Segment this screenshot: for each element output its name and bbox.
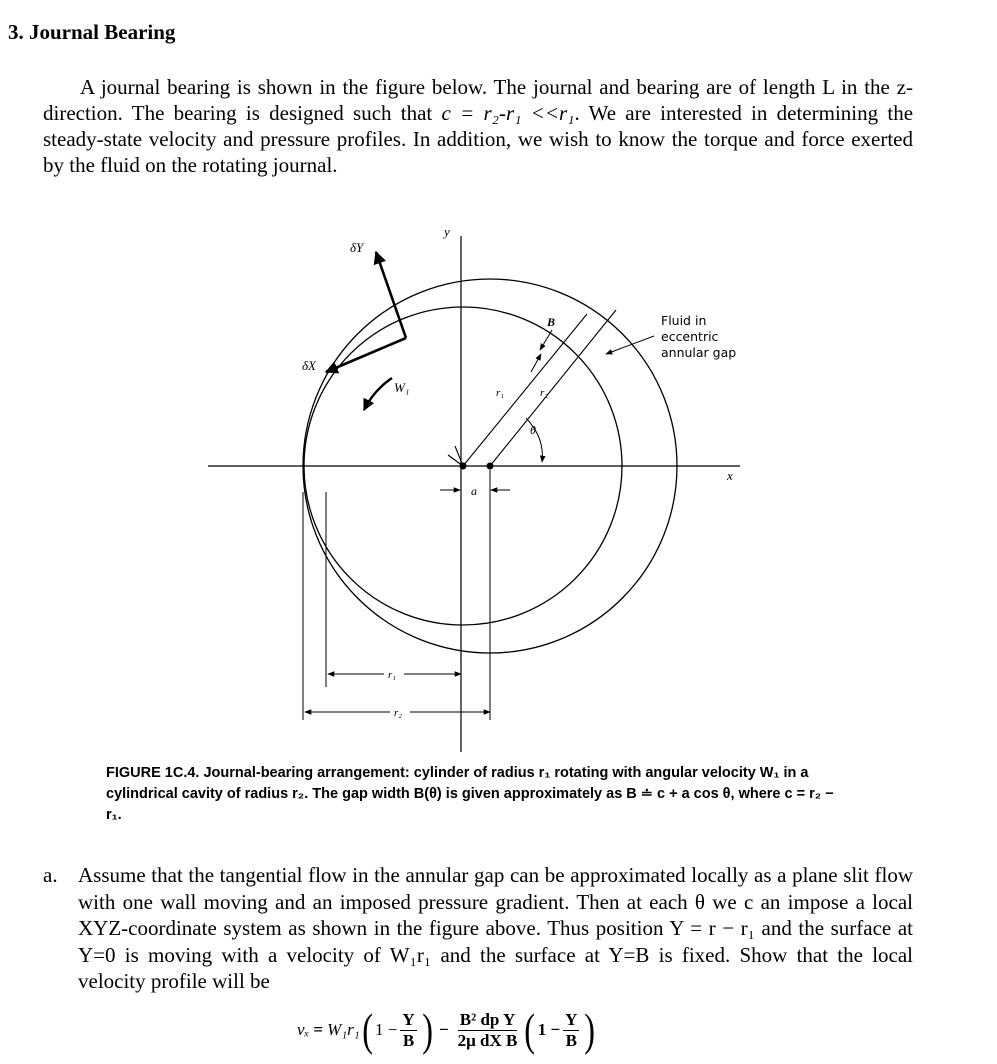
eq-coef: W₁r₁: [327, 1020, 360, 1039]
intro-sentence-2-suffix: . We are interested in determining the steady-state velocity and pressure profiles. In addition, we wish to know the torque and force exerted by the fluid on the rotating journal.: [43, 101, 914, 177]
eq-frac-3-den: B: [565, 1030, 577, 1050]
eq-minus: −: [438, 1020, 449, 1039]
caption-lead: FIGURE 1C.4.: [106, 765, 200, 781]
intro-sentence-2-prefix: The bearing is designed such that: [131, 101, 442, 125]
rotation-arrow: [364, 378, 392, 410]
eq-equals: =: [313, 1020, 324, 1039]
gap-condition: c = r₂-r₁ <<r₁: [441, 101, 575, 125]
part-a: [43, 862, 913, 995]
eq-open-paren-2: (: [524, 1004, 536, 1055]
intro-sentence-1: A journal bearing is shown in the figure below. The journal and bearing are of length L in the z-direction.: [43, 75, 913, 125]
eq-frac-2-num: B² dp Y: [459, 1009, 516, 1029]
delta-x-arrow: [326, 338, 406, 372]
eq-frac-1-num: Y: [402, 1009, 415, 1029]
delta-y-arrow: [376, 252, 406, 338]
x-axis-label: x: [727, 468, 733, 483]
gap-b-arrow-top: [540, 330, 552, 350]
eq-open-paren-1: (: [361, 1004, 373, 1055]
eq-close-paren-2: ): [584, 1004, 596, 1055]
velocity-equation: [297, 1000, 657, 1060]
figure-caption: [106, 763, 846, 826]
fluid-label-line-3: annular gap: [661, 345, 737, 360]
eq-frac-y-over-b-2: [563, 1010, 579, 1051]
r2-dim-label: r₂: [394, 707, 403, 719]
y-axis-label: y: [444, 224, 450, 239]
part-a-marker: a.: [43, 863, 58, 887]
fluid-label-line-1: Fluid in: [661, 313, 707, 328]
section-heading: 3. Journal Bearing: [8, 20, 176, 44]
eq-frac-1-den: B: [402, 1030, 415, 1050]
fluid-label-line-2: eccentric: [661, 329, 719, 344]
eq-one-minus-2: 1 −: [537, 1020, 561, 1039]
part-a-text: Assume that the tangential flow in the annular gap can be approximated locally as a plane slit flow with one wall moving and an imposed pressure gradient. Then at each θ we c an impose a local XYZ-coordinate system as shown in the figure above. Thus position Y = r − r₁ and the surface at Y=0 is moving with a velocity of W₁r₁ and the surface at Y=B is fixed. Show that the local velocity profile will be: [78, 863, 913, 993]
r2-radius-arrow: [490, 310, 616, 466]
r1-radius-arrow: [463, 314, 587, 466]
eq-frac-3-num: Y: [565, 1009, 578, 1029]
delta-y-label: δY: [350, 240, 364, 255]
offset-a-label: a: [471, 484, 477, 498]
r1-dim-label: r₁: [388, 669, 397, 681]
caption-text: Journal-bearing arrangement: cylinder of radius r₁ rotating with angular velocity W₁ in a cylindrical cavity of radius r₂. The gap width B(θ) is given approximately as B ≐ c + a cos θ, where c = r₂ − r₁.: [106, 765, 834, 823]
delta-x-label: δX: [302, 358, 316, 373]
theta-label: θ: [530, 423, 536, 437]
gap-b-label: B: [547, 315, 556, 329]
gap-b-arrow-bottom: [531, 354, 541, 372]
fluid-callout-arrow: [606, 336, 654, 354]
eq-frac-y-over-b-1: [400, 1010, 416, 1051]
eq-close-paren-1: ): [421, 1004, 433, 1055]
eq-lhs: vₓ: [297, 1020, 310, 1039]
omega-label: W₁: [394, 380, 410, 395]
eq-one-minus-1: 1 −: [375, 1020, 398, 1039]
eq-frac-pressure: [456, 1010, 520, 1051]
eq-frac-2-den: 2μ dX B: [457, 1030, 518, 1050]
r1-inner-label: r₁: [496, 387, 505, 399]
r2-inner-label: r₂: [540, 387, 549, 399]
